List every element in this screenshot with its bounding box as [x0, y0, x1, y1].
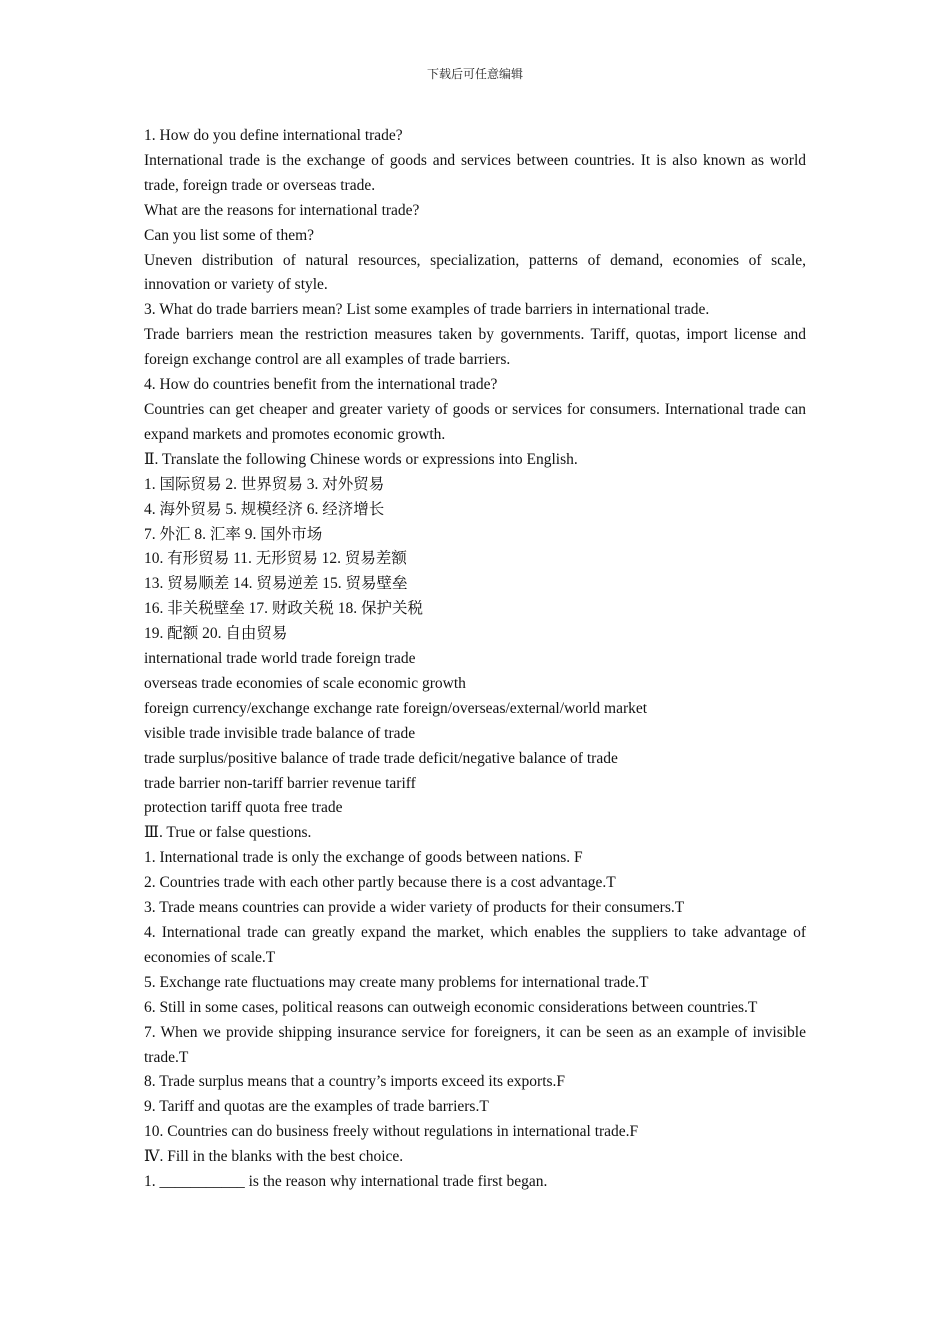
chinese-terms-line: 19. 配额 20. 自由贸易	[144, 625, 288, 643]
section-iii-heading: Ⅲ. True or false questions.	[144, 824, 312, 842]
question-2a: What are the reasons for international trade?	[144, 201, 420, 219]
answer-3: Trade barriers mean the restriction measures taken by governments. Tariff, quotas, import license and foreign exchange control are all examples of trade barriers.	[144, 326, 806, 369]
page-header: 下载后可任意编辑	[426, 67, 523, 81]
answer-4: Countries can get cheaper and greater variety of goods or services for consumers. International trade can expand markets and promotes economic growth.	[144, 400, 806, 443]
true-false-item: 2. Countries trade with each other partly because there is a cost advantage.T	[144, 874, 616, 892]
fill-blank-item: 1. ___________ is the reason why international trade first began.	[144, 1173, 548, 1191]
document-body	[144, 124, 806, 1195]
question-3: 3. What do trade barriers mean? List some examples of trade barriers in international trade.	[144, 301, 710, 319]
question-2b: Can you list some of them?	[144, 226, 315, 244]
chinese-terms-line: 7. 外汇 8. 汇率 9. 国外市场	[144, 525, 323, 543]
english-terms-line: trade barrier non-tariff barrier revenue tariff	[144, 774, 416, 792]
true-false-item: 8. Trade surplus means that a country’s imports exceed its exports.F	[144, 1073, 566, 1091]
chinese-terms-line: 13. 贸易顺差 14. 贸易逆差 15. 贸易壁垒	[144, 575, 408, 593]
section-ii-heading: Ⅱ. Translate the following Chinese words or expressions into English.	[144, 450, 578, 468]
true-false-item: 3. Trade means countries can provide a wider variety of products for their consumers.T	[144, 899, 685, 917]
chinese-terms-line: 1. 国际贸易 2. 世界贸易 3. 对外贸易	[144, 475, 385, 493]
chinese-terms-line: 4. 海外贸易 5. 规模经济 6. 经济增长	[144, 500, 385, 518]
true-false-item: 1. International trade is only the exchange of goods between nations. F	[144, 849, 583, 867]
chinese-terms-line: 10. 有形贸易 11. 无形贸易 12. 贸易差额	[144, 550, 407, 568]
english-terms-line: visible trade invisible trade balance of trade	[144, 724, 416, 742]
english-terms-line: trade surplus/positive balance of trade trade deficit/negative balance of trade	[144, 749, 618, 767]
true-false-item: 10. Countries can do business freely without regulations in international trade.F	[144, 1123, 639, 1141]
question-4: 4. How do countries benefit from the international trade?	[144, 376, 498, 394]
true-false-item: 6. Still in some cases, political reasons can outweigh economic considerations between countries.T	[144, 998, 758, 1016]
true-false-item: 7. When we provide shipping insurance service for foreigners, it can be seen as an example of invisible trade.T	[144, 1023, 806, 1066]
english-terms-line: international trade world trade foreign trade	[144, 650, 416, 668]
section-iv-heading: Ⅳ. Fill in the blanks with the best choice.	[144, 1148, 404, 1166]
true-false-item: 4. International trade can greatly expand the market, which enables the suppliers to take advantage of economies of scale.T	[144, 924, 806, 966]
answer-1: International trade is the exchange of goods and services between countries. It is also known as world trade, foreign trade or overseas trade.	[144, 151, 806, 194]
english-terms-line: overseas trade economies of scale economic growth	[144, 674, 466, 692]
answer-2: Uneven distribution of natural resources, specialization, patterns of demand, economies of scale, innovation or variety of style.	[144, 251, 806, 294]
english-terms-line: foreign currency/exchange exchange rate foreign/overseas/external/world market	[144, 699, 648, 717]
true-false-item: 9. Tariff and quotas are the examples of trade barriers.T	[144, 1098, 489, 1116]
english-terms-line: protection tariff quota free trade	[144, 799, 343, 817]
question-1: 1. How do you define international trade?	[144, 127, 403, 144]
chinese-terms-line: 16. 非关税壁垒 17. 财政关税 18. 保护关税	[144, 600, 424, 618]
true-false-item: 5. Exchange rate fluctuations may create many problems for international trade.T	[144, 973, 649, 991]
